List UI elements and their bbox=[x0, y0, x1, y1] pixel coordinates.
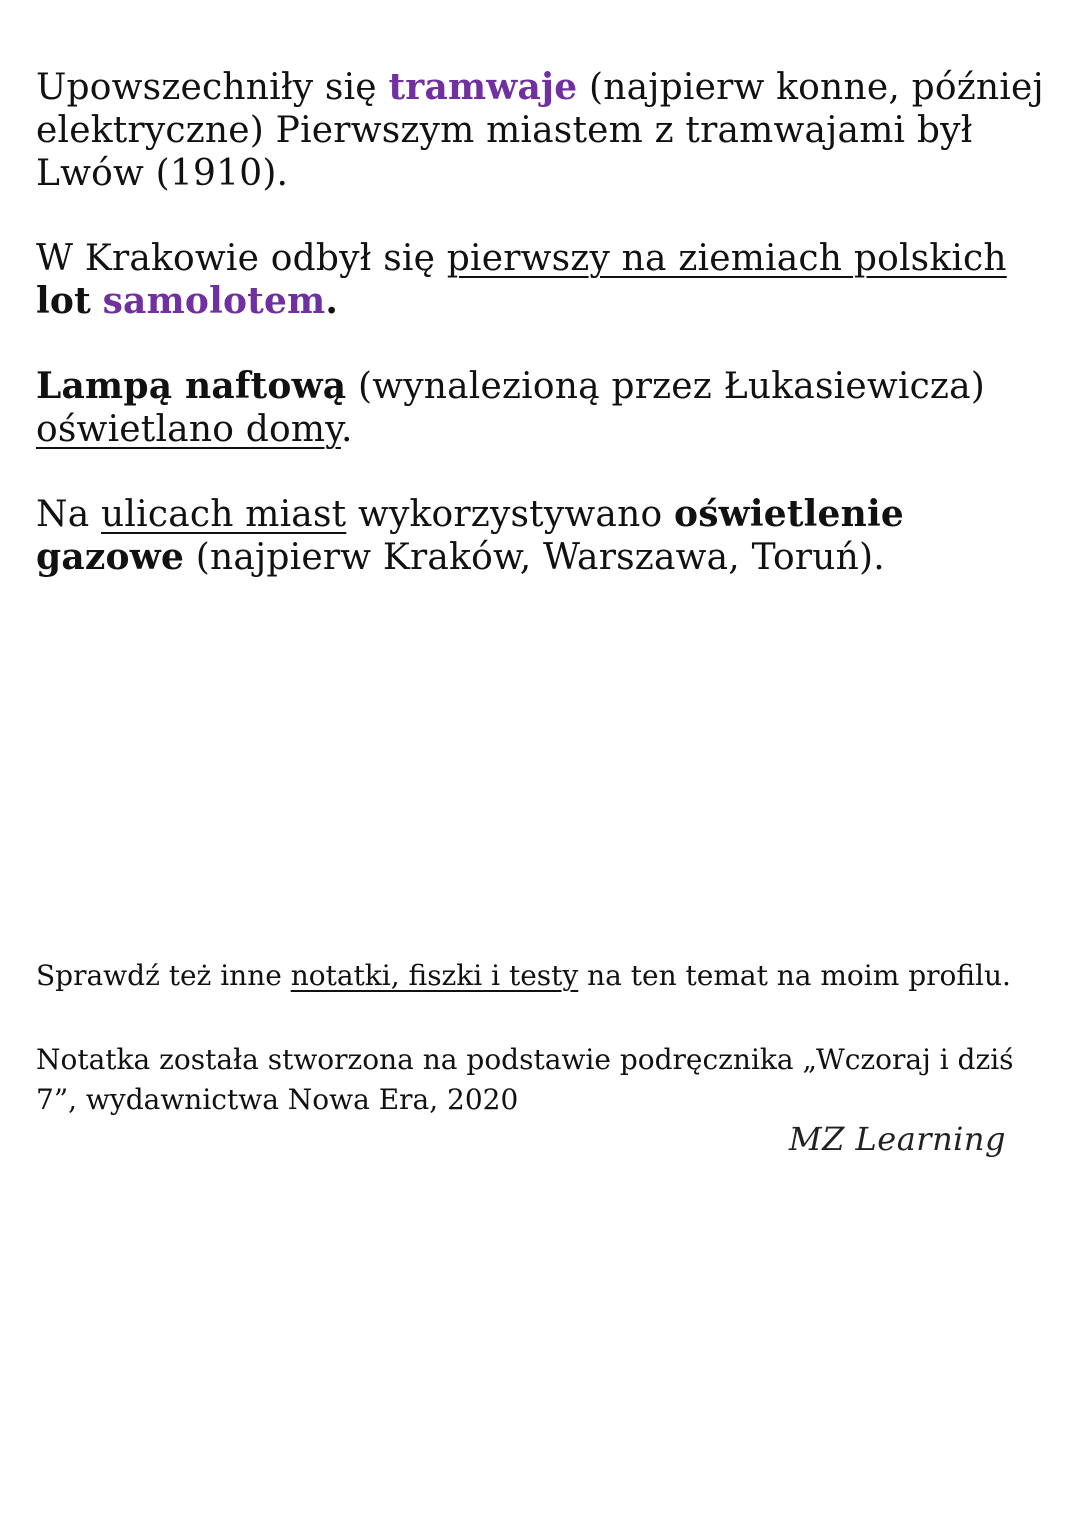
paragraph-lot-samolotem bbox=[36, 237, 1046, 323]
text: . bbox=[340, 409, 353, 450]
paragraph-tramwaje bbox=[36, 66, 1046, 195]
text: (najpierw konne, później elektryczne) Pierwszym miastem z tramwajami był Lwów (1910). bbox=[36, 67, 1044, 194]
text: Sprawdź też inne bbox=[36, 959, 291, 992]
text: na ten temat na moim profilu. bbox=[578, 959, 1011, 992]
text bbox=[91, 281, 103, 322]
text: (najpierw Kraków, Warszawa, Toruń). bbox=[184, 537, 885, 578]
text: Na bbox=[36, 494, 102, 535]
highlight-term: tramwaje bbox=[388, 66, 578, 108]
highlight-term: samolotem bbox=[102, 280, 326, 322]
bold-term: oświetlenie gazowe bbox=[36, 493, 904, 578]
signature: MZ Learning bbox=[788, 1120, 1006, 1158]
profile-note bbox=[36, 956, 1036, 996]
notes-body bbox=[36, 66, 1046, 621]
text: . bbox=[325, 280, 339, 322]
text: (wynalezioną przez Łukasiewicza) bbox=[346, 366, 986, 407]
text: W Krakowie odbył się bbox=[36, 238, 447, 279]
bold-term: lot bbox=[36, 280, 91, 322]
paragraph-lampa-naftowa bbox=[36, 365, 1046, 451]
text: Upowszechniły się bbox=[36, 67, 389, 108]
underlined-text: oświetlano domy bbox=[36, 409, 341, 450]
underlined-text: ulicach miast bbox=[101, 494, 347, 535]
footer bbox=[36, 956, 1036, 1120]
underlined-text: pierwszy na ziemiach polskich bbox=[446, 238, 1007, 279]
text: wykorzystywano bbox=[346, 494, 674, 535]
underlined-text: notatki, fiszki i testy bbox=[290, 959, 579, 992]
bold-term: Lampą naftową bbox=[36, 365, 347, 407]
source-note: Notatka została stworzona na podstawie podręcznika „Wczoraj i dziś 7”, wydawnictwa Nowa Era, 2020 bbox=[36, 1043, 1014, 1116]
paragraph-oswietlenie-gazowe bbox=[36, 493, 1046, 579]
